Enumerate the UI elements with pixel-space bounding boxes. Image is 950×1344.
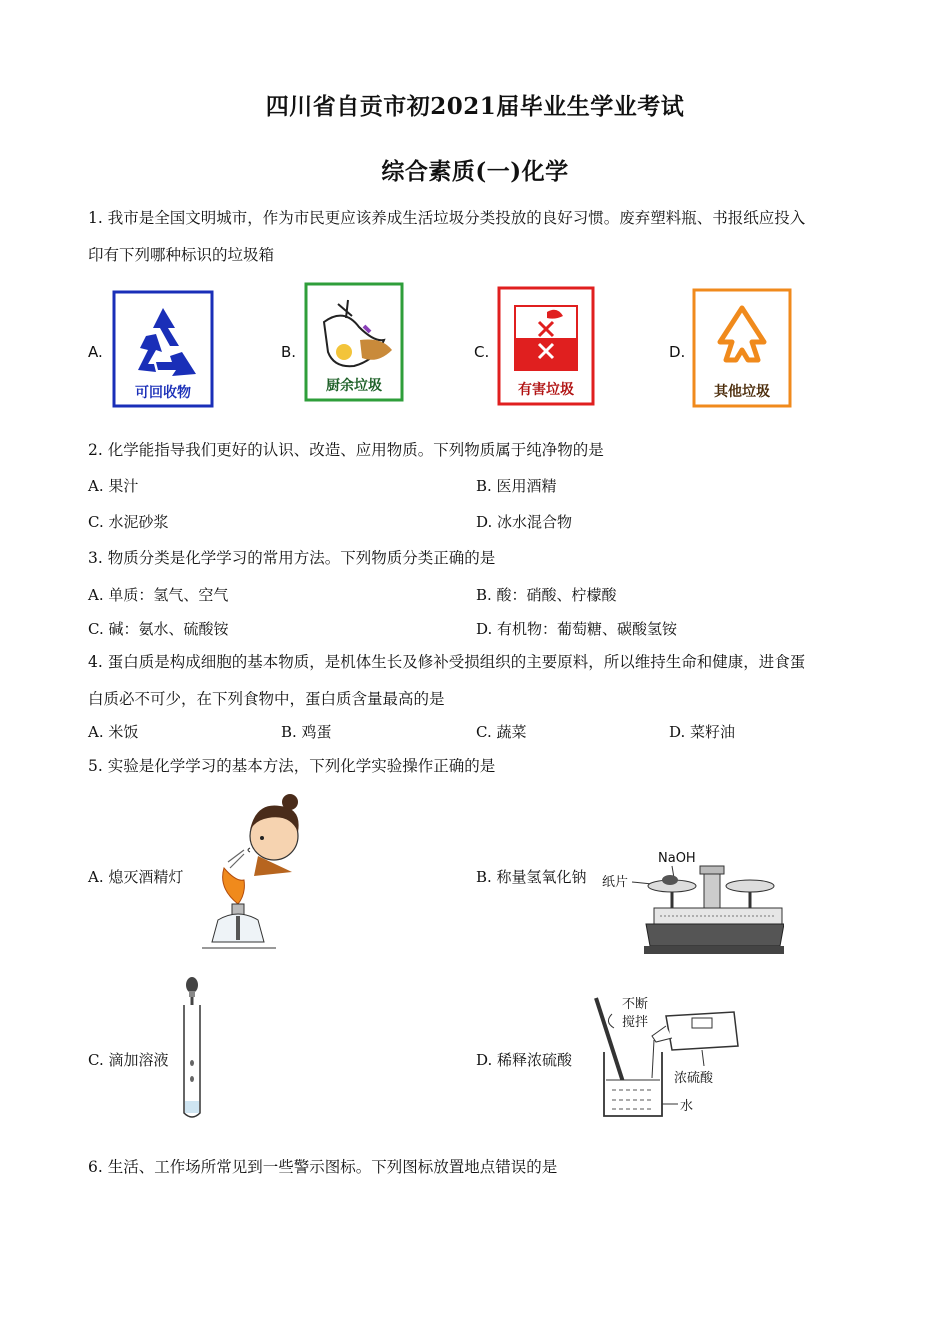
q3-option-c[interactable]: C. 碱：氨水、硫酸铵 [88,620,229,638]
dropper-test-tube-figure-icon [176,975,212,1123]
stir-label-1: 不断 [622,997,649,1012]
q2-option-d[interactable]: D. 冰水混合物 [476,513,573,531]
q5-stem: 5. 实验是化学学习的基本方法，下列化学实验操作正确的是 [88,757,496,775]
acid-label: 浓硫酸 [674,1071,714,1086]
q3-stem: 3. 物质分类是化学学习的常用方法。下列物质分类正确的是 [88,549,496,567]
other-waste-sign-icon [692,288,794,410]
q1-stem-line1: 1. 我市是全国文明城市，作为市民更应该养成生活垃圾分类投放的良好习惯。废弃塑料瓶、书报纸应投入 [88,209,806,227]
q4-stem-line2: 白质必不可少，在下列食物中，蛋白质含量最高的是 [88,690,445,708]
page-subtitle: 综合素质(一)化学 [381,158,569,185]
q1-option-d-label[interactable]: D. [669,343,686,361]
q3-option-d[interactable]: D. 有机物：葡萄糖、碳酸氢铵 [476,620,678,638]
q2-option-c[interactable]: C. 水泥砂浆 [88,513,169,531]
q2-option-a[interactable]: A. 果汁 [88,477,139,495]
page-title: 四川省自贡市初2021届毕业生学业考试 [265,93,685,120]
recycle-sign-text: 可回收物 [135,385,191,401]
q4-option-b[interactable]: B. 鸡蛋 [281,723,332,741]
q4-option-a[interactable]: A. 米饭 [88,723,139,741]
q1-option-a-label[interactable]: A. [88,343,103,361]
other-waste-sign-text: 其他垃圾 [714,384,770,400]
recycle-sign-icon [112,290,216,410]
q3-option-a[interactable]: A. 单质：氢气、空气 [88,586,229,604]
q2-stem: 2. 化学能指导我们更好的认识、改造、应用物质。下列物质属于纯净物的是 [88,441,604,459]
q4-option-c[interactable]: C. 蔬菜 [476,723,527,741]
hazardous-waste-sign-text: 有害垃圾 [518,382,574,398]
q1-stem-line2: 印有下列哪种标识的垃圾箱 [88,246,275,264]
blow-out-lamp-figure-icon [198,792,310,958]
q3-option-b[interactable]: B. 酸：硝酸、柠檬酸 [476,586,617,604]
water-label: 水 [680,1099,694,1114]
q4-stem-line1: 4. 蛋白质是构成细胞的基本物质，是机体生长及修补受损组织的主要原料，所以维持生命和健康，进食蛋 [88,653,806,671]
q5-option-d[interactable]: D. 稀释浓硫酸 [476,1051,573,1069]
dilute-acid-figure-icon [592,992,752,1122]
naoh-label: NaOH [658,851,696,866]
q5-option-c[interactable]: C. 滴加溶液 [88,1051,169,1069]
stir-label-2: 搅拌 [622,1015,649,1030]
q5-option-b[interactable]: B. 称量氢氧化钠 [476,868,587,886]
kitchen-waste-sign-icon [304,282,406,404]
balance-scale-figure-icon [600,848,784,960]
q1-option-c-label[interactable]: C. [474,343,490,361]
q5-option-a[interactable]: A. 熄灭酒精灯 [88,868,184,886]
hazardous-waste-sign-icon [497,286,597,408]
q6-stem: 6. 生活、工作场所常见到一些警示图标。下列图标放置地点错误的是 [88,1158,558,1176]
q1-option-b-label[interactable]: B. [281,343,297,361]
paper-label: 纸片 [602,875,629,890]
q2-option-b[interactable]: B. 医用酒精 [476,477,557,495]
q4-option-d[interactable]: D. 菜籽油 [669,723,736,741]
kitchen-waste-sign-text: 厨余垃圾 [326,378,382,394]
